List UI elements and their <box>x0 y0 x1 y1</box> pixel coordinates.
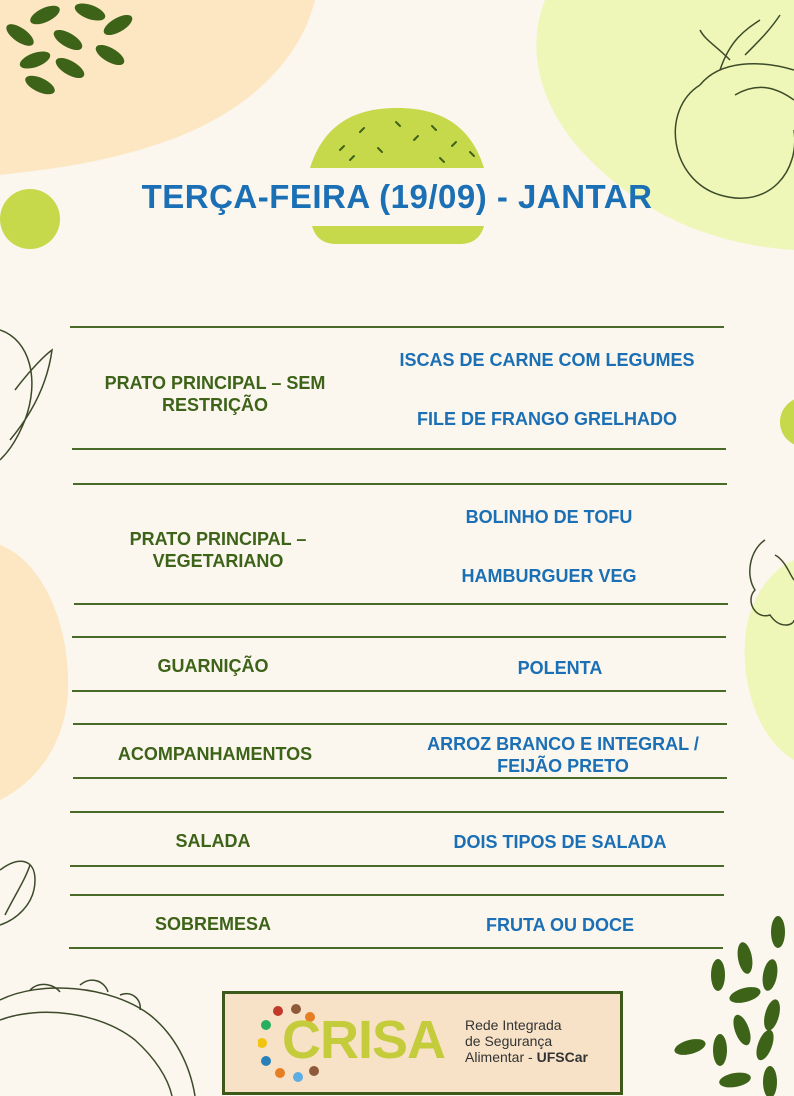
divider <box>70 811 724 813</box>
green-blob-right <box>745 560 794 760</box>
divider <box>70 894 724 896</box>
menu-row-item: POLENTA <box>517 658 603 678</box>
divider <box>72 636 726 638</box>
tagline-line-3 <box>465 1049 588 1065</box>
tagline-line-3-prefix: Alimentar - <box>465 1049 537 1065</box>
divider <box>70 865 724 867</box>
tagline-line-3-bold: UFSCar <box>536 1049 588 1065</box>
tagline-line-1: Rede Integrada <box>465 1017 562 1033</box>
green-dot-right <box>780 397 794 447</box>
crisa-brand-text: CRISA <box>282 1010 446 1070</box>
bun-bottom <box>312 226 484 244</box>
tagline-line-2: de Segurança <box>465 1033 553 1049</box>
menu-row-item: FRUTA OU DOCE <box>486 915 634 935</box>
bun-top <box>310 108 484 168</box>
menu-row-item: FILE DE FRANGO GRELHADO <box>417 409 677 429</box>
menu-row-item: ISCAS DE CARNE COM LEGUMES <box>399 350 695 370</box>
menu-row-label: PRATO PRINCIPAL – VEGETARIANO <box>129 529 307 571</box>
crisa-tagline <box>465 1017 588 1065</box>
divider <box>74 603 728 605</box>
divider <box>73 723 727 725</box>
menu-row-label: PRATO PRINCIPAL – SEM RESTRIÇÃO <box>104 373 326 415</box>
divider <box>72 448 726 450</box>
page-title: TERÇA-FEIRA (19/09) - JANTAR <box>141 178 653 215</box>
menu-row-item: HAMBURGUER VEG <box>461 566 637 586</box>
divider <box>73 777 727 779</box>
divider <box>70 326 724 328</box>
divider <box>69 947 723 949</box>
menu-row-item: BOLINHO DE TOFU <box>465 507 633 527</box>
divider <box>72 690 726 692</box>
menu-row-item: ARROZ BRANCO E INTEGRAL / FEIJÃO PRETO <box>427 734 699 776</box>
divider <box>73 483 727 485</box>
menu-row-label: ACOMPANHAMENTOS <box>117 744 313 764</box>
peach-blob-left <box>0 545 68 800</box>
menu-row-label: GUARNIÇÃO <box>157 656 269 676</box>
menu-row-label: SALADA <box>175 831 251 851</box>
menu-row-label: SOBREMESA <box>154 914 271 934</box>
menu-row-item: DOIS TIPOS DE SALADA <box>453 832 667 852</box>
